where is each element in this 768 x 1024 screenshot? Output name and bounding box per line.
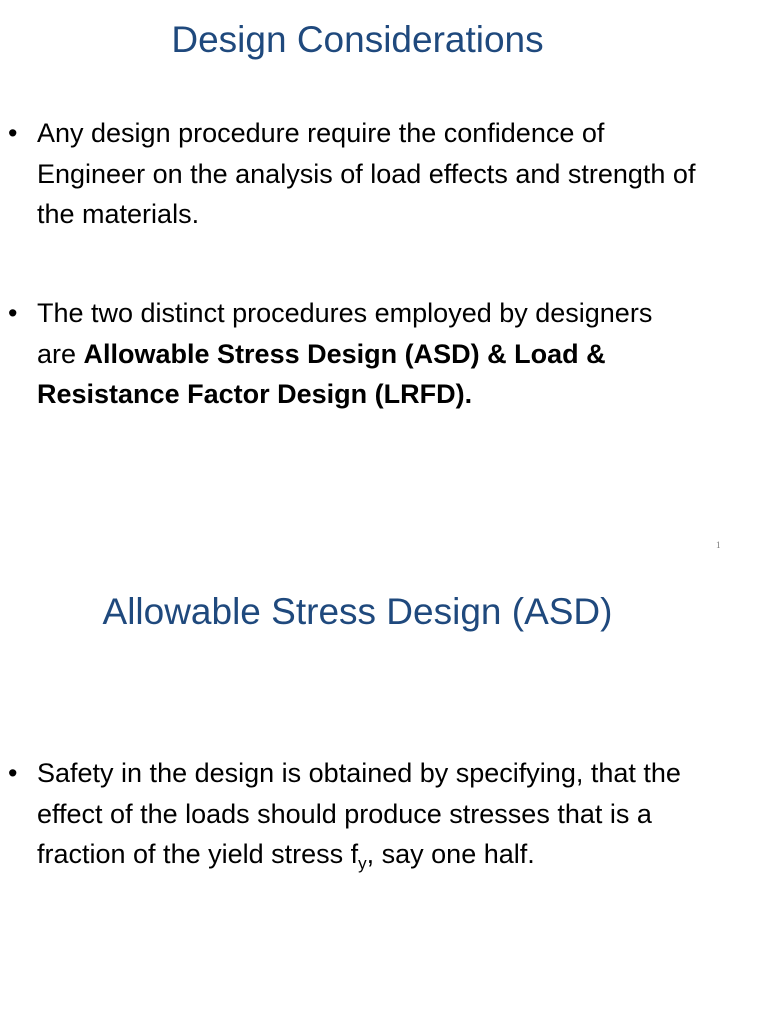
slide-title: Design Considerations bbox=[171, 19, 544, 60]
bullet-text: Any design procedure require the confidence of Engineer on the analysis of load effects and strength of the materials. bbox=[37, 118, 696, 229]
bullet-text-plain: The two distinct procedures employed by designers are bbox=[37, 298, 653, 369]
bullet-text-bold: Allowable Stress Design (ASD) & Load & Resistance Factor Design (LRFD). bbox=[37, 338, 606, 409]
bullet-text-before: Safety in the design is obtained by specifying, that the effect of the loads should produce stresses that is a fraction of the yield stress f bbox=[37, 758, 681, 869]
bullet-item bbox=[8, 113, 698, 235]
slide-title: Allowable Stress Design (ASD) bbox=[102, 591, 613, 632]
bullet-item bbox=[8, 293, 698, 415]
bullet-text bbox=[37, 293, 698, 415]
bullet-marker: • bbox=[8, 758, 18, 788]
bullet-marker: • bbox=[8, 298, 18, 328]
yield-stress-subscript: y bbox=[358, 854, 367, 873]
bullet-text-after: , say one half. bbox=[366, 839, 535, 869]
page-number: 1 bbox=[716, 540, 721, 550]
bullet-text bbox=[37, 753, 698, 885]
bullet-marker: • bbox=[8, 118, 18, 148]
bullet-item bbox=[8, 753, 698, 885]
